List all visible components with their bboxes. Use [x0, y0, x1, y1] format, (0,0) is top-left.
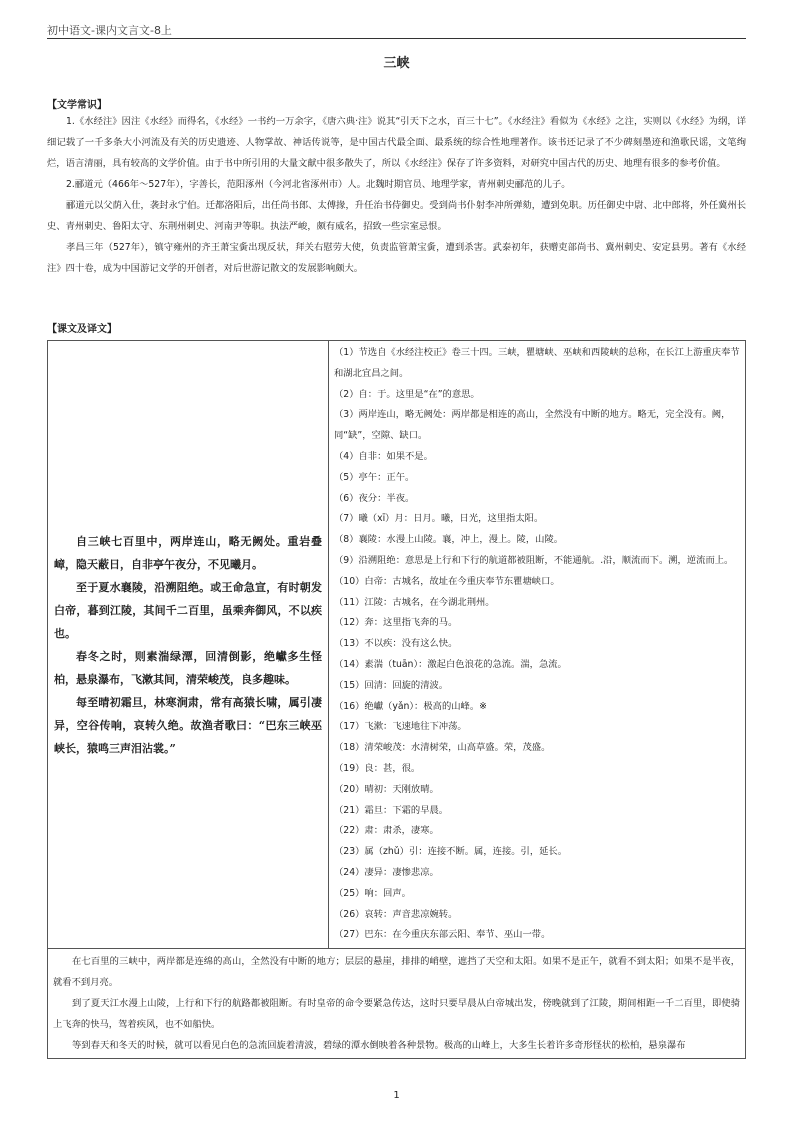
note-item: （7）曦（xī）月：日月。曦，日光，这里指太阳。 — [334, 513, 544, 525]
paragraph: 孝昌三年（527年），镇守雍州的齐王萧宝夤出现反状，拜关右慰劳大使，负责监管萧宝夤，遭到杀害。武泰初年，获赠吏部尚书、冀州刺史、安定县男。著有《水经注》四十卷，成为中国游记文学的开创者，对后世游记散文的发展影响颇大。 — [47, 242, 746, 274]
translation-paragraph: 在七百里的三峡中，两岸都是连绵的高山，全然没有中断的地方；层层的悬崖，排排的峭壁，遮挡了天空和太阳。如果不是正午，就看不到太阳；如果不是半夜，就看不到月亮。 — [53, 956, 740, 989]
paragraph: 1.《水经注》因注《水经》而得名，《水经》一书约一万余字，《唐六典·注》说其“引天下之水，百三十七”。《水经注》看似为《水经》之注，实则以《水经》为纲，详细记载了一千多条大小河流及有关的历史遗迹、人物掌故、神话传说等，是中国古代最全面、最系统的综合性地理著作。该书还记录了不少碑刻墨迹和渔歌民谣，文笔绚烂，语言清丽，具有较高的文学价值。由于书中所引用的大量文献中很多散失了，所以《水经注》保存了许多资料，对研究中国古代的历史、地理有很多的参考价值。 — [47, 116, 746, 169]
note-item: （11）江陵：古城名，在今湖北荆州。 — [334, 596, 495, 608]
note-item: （3）两岸连山，略无阙处：两岸都是相连的高山，全然没有中断的地方。略无，完全没有。阙，同“缺”，空隙、缺口。 — [334, 409, 731, 442]
translation-paragraph: 到了夏天江水漫上山陵，上行和下行的航路都被阻断。有时皇帝的命令要紧急传达，这时只要早晨从白帝城出发，傍晚就到了江陵，期间相距一千二百里，即使骑上飞奔的快马，驾着疾风，也不如船快。 — [53, 998, 740, 1031]
note-item: （17）飞漱：飞速地往下冲荡。 — [334, 721, 467, 733]
note-item: （15）回清：回旋的清波。 — [334, 679, 449, 691]
page-title: 三峡 — [383, 56, 410, 71]
note-item: （6）夜分：半夜。 — [334, 492, 415, 504]
page-number: 1 — [393, 1090, 400, 1101]
note-item: （4）自非：如果不是。 — [334, 450, 433, 462]
original-paragraph: 自三峡七百里中，两岸连山，略无阙处。重岩叠嶂，隐天蔽日，自非亭午夜分，不见曦月。 — [54, 534, 322, 571]
notes-cell — [329, 341, 746, 949]
original-paragraph: 至于夏水襄陵，沿溯阻绝。或王命急宣，有时朝发白帝，暮到江陵，其间千二百里，虽乘奔御风，不以疾也。 — [54, 580, 322, 640]
note-item: （27）巴东：在今重庆东部云阳、奉节、巫山一带。 — [334, 929, 551, 941]
note-item: （14）素湍（tuān）：激起白色浪花的急流。湍，急流。 — [334, 658, 567, 670]
page-header: 初中语文-课内文言文-8上 — [47, 24, 172, 37]
original-paragraph: 春冬之时，则素湍绿潭，回清倒影，绝巘多生怪柏，悬泉瀑布，飞漱其间，清荣峻茂，良多趣味。 — [54, 649, 322, 686]
note-item: （18）清荣峻茂：水清树荣，山高草盛。荣，茂盛。 — [334, 742, 551, 754]
paragraph: 郦道元以父荫入仕，袭封永宁伯。迁都洛阳后，出任尚书郎、太傅掾，升任治书侍御史。受到尚书仆射李冲所弹劾，遭到免职。历任御史中尉、北中郎将，外任冀州长史、青州刺史、鲁阳太守、东荆州刺史、河南尹等职。执法严峻，颇有威名，招致一些宗室忌恨。 — [47, 200, 746, 232]
text-translation-table — [47, 340, 746, 1059]
note-item: （26）哀转：声音悲凉婉转。 — [334, 908, 458, 920]
translation-cell — [48, 949, 746, 1059]
note-item: （2）自：于。这里是“在”的意思。 — [334, 388, 480, 400]
note-item: （10）白帝：古城名，故址在今重庆奉节东瞿塘峡口。 — [334, 575, 560, 587]
literary-knowledge-body — [47, 111, 746, 279]
note-item: （21）霜旦：下霜的早晨。 — [334, 804, 449, 816]
note-item: （12）奔：这里指飞奔的马。 — [334, 617, 458, 629]
note-item: （25）响：回声。 — [334, 887, 411, 899]
note-item: （1）节选自《水经注校正》卷三十四。三峡，瞿塘峡、巫峡和西陵峡的总称，在长江上游重庆奉节和湖北宜昌之间。 — [334, 347, 740, 379]
note-item: （23）属（zhǔ）引：连接不断。属，连接。引，延长。 — [334, 846, 568, 858]
note-item: （5）亭午：正午。 — [334, 471, 415, 483]
translation-paragraph: 等到春天和冬天的时候，就可以看见白色的急流回旋着清波，碧绿的潭水倒映着各种景物。极高的山峰上，大多生长着许多奇形怪状的松柏，悬泉瀑布 — [72, 1040, 686, 1052]
note-item: （13）不以疾：没有这么快。 — [334, 638, 458, 650]
note-item: （22）肃：肃杀，凄寒。 — [334, 825, 439, 837]
original-text-cell — [48, 341, 329, 949]
note-item: （24）凄异：凄惨悲凉。 — [334, 866, 439, 878]
note-item: （9）沿溯阻绝：意思是上行和下行的航道都被阻断，不能通航。.沿，顺流而下。溯，逆流而上。 — [334, 554, 734, 566]
original-paragraph: 每至晴初霜旦，林寒涧肃，常有高猿长啸，属引凄异，空谷传响，哀转久绝。故渔者歌曰：“巴东三峡巫峡长，猿鸣三声泪沾裳。” — [54, 695, 322, 755]
section-heading-text-translation: 【课文及译文】 — [47, 324, 117, 335]
note-item: （19）良：甚，很。 — [334, 762, 421, 774]
header-divider — [47, 38, 746, 39]
note-item: （16）绝巘（yǎn）：极高的山峰。※ — [334, 700, 487, 712]
note-item: （8）襄陵：水漫上山陵。襄，冲上，漫上。陵，山陵。 — [334, 534, 564, 546]
note-item: （20）晴初：天刚放晴。 — [334, 783, 439, 795]
section-heading-literary-knowledge: 【文学常识】 — [47, 100, 107, 111]
paragraph: 2.郦道元（466年～527年），字善长，范阳涿州（今河北省涿州市）人。北魏时期官员、地理学家，青州刺史郦范的儿子。 — [66, 179, 571, 190]
